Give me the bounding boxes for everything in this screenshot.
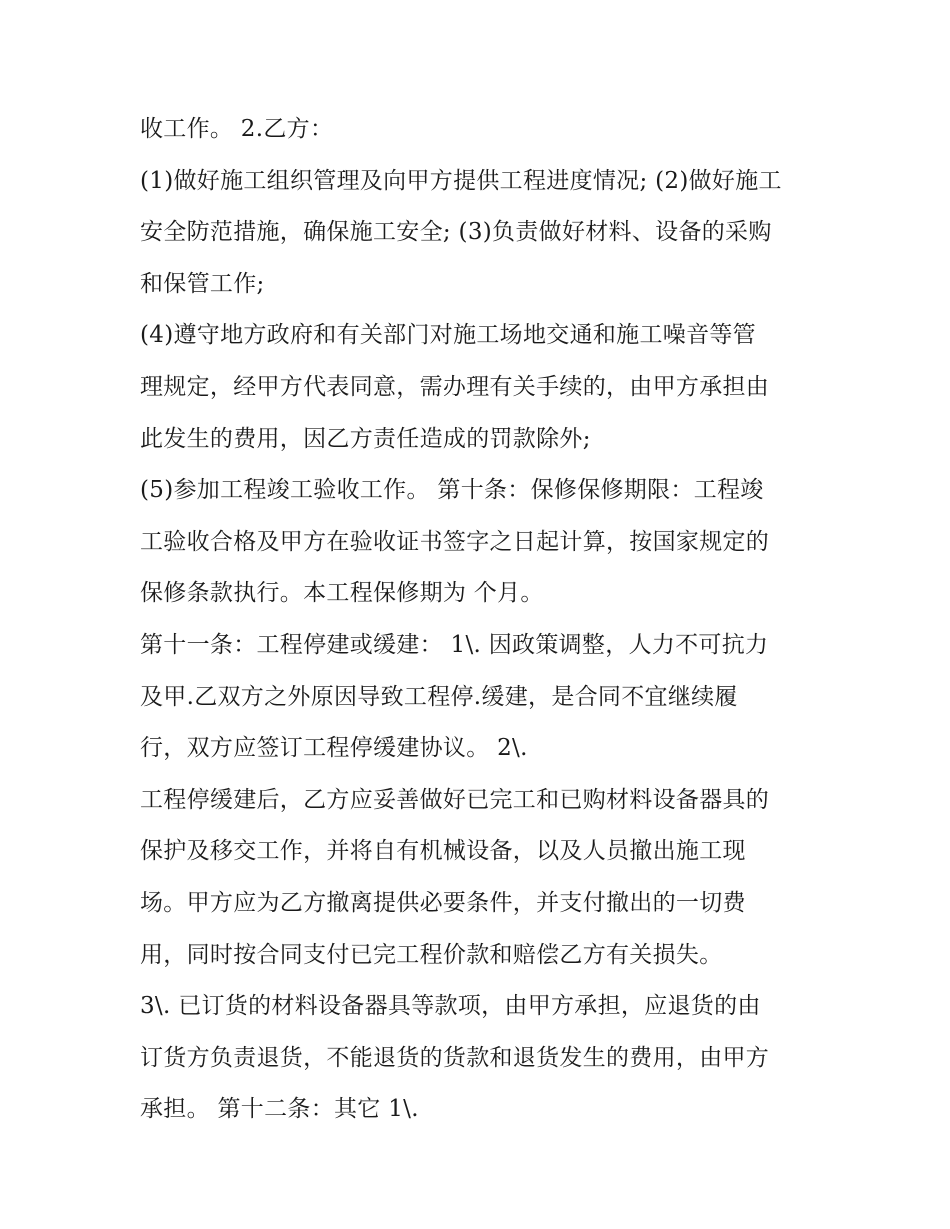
- text-line-13: 行，双方应签订工程停缓建协议。 2\.: [140, 735, 528, 762]
- text-line-10: 保修条款执行。本工程保修期为 个月。: [140, 580, 544, 607]
- text-line-19: 订货方负责退货，不能退货的货款和退货发生的费用，由甲方: [140, 1044, 770, 1071]
- text-line-3: 安全防范措施，确保施工安全; (3)负责做好材料、设备的采购: [140, 219, 772, 246]
- text-line-11: 第十一条：工程停建或缓建： 1\. 因政策调整，人力不可抗力: [140, 631, 769, 658]
- text-line-9: 工验收合格及甲方在验收证书签字之日起计算，按国家规定的: [140, 528, 770, 555]
- text-line-5: (4)遵守地方政府和有关部门对施工场地交通和施工噪音等管: [140, 322, 756, 349]
- text-line-15: 保护及移交工作，并将自有机械设备，以及人员撤出施工现: [140, 838, 746, 865]
- text-line-4: 和保管工作;: [140, 270, 265, 297]
- text-line-2: (1)做好施工组织管理及向甲方提供工程进度情况; (2)做好施工: [140, 167, 782, 194]
- text-line-18: 3\. 已订货的材料设备器具等款项，由甲方承担，应退货的由: [140, 993, 761, 1020]
- text-line-6: 理规定，经甲方代表同意，需办理有关手续的，由甲方承担由: [140, 373, 770, 400]
- text-line-8: (5)参加工程竣工验收工作。 第十条：保修保修期限：工程竣: [140, 477, 764, 504]
- text-line-20: 承担。 第十二条：其它 1\.: [140, 1096, 419, 1123]
- text-line-17: 用，同时按合同支付已完工程价款和赔偿乙方有关损失。: [140, 941, 723, 968]
- text-line-1: 收工作。 2.乙方：: [140, 116, 334, 142]
- text-line-12: 及甲.乙双方之外原因导致工程停.缓建，是合同不宜继续履: [140, 683, 738, 710]
- text-line-7: 此发生的费用，因乙方责任造成的罚款除外;: [140, 425, 591, 452]
- text-line-14: 工程停缓建后，乙方应妥善做好已完工和已购材料设备器具的: [140, 786, 770, 813]
- contract-text-body: [140, 104, 820, 1136]
- text-line-16: 场。甲方应为乙方撤离提供必要条件，并支付撤出的一切费: [140, 889, 746, 916]
